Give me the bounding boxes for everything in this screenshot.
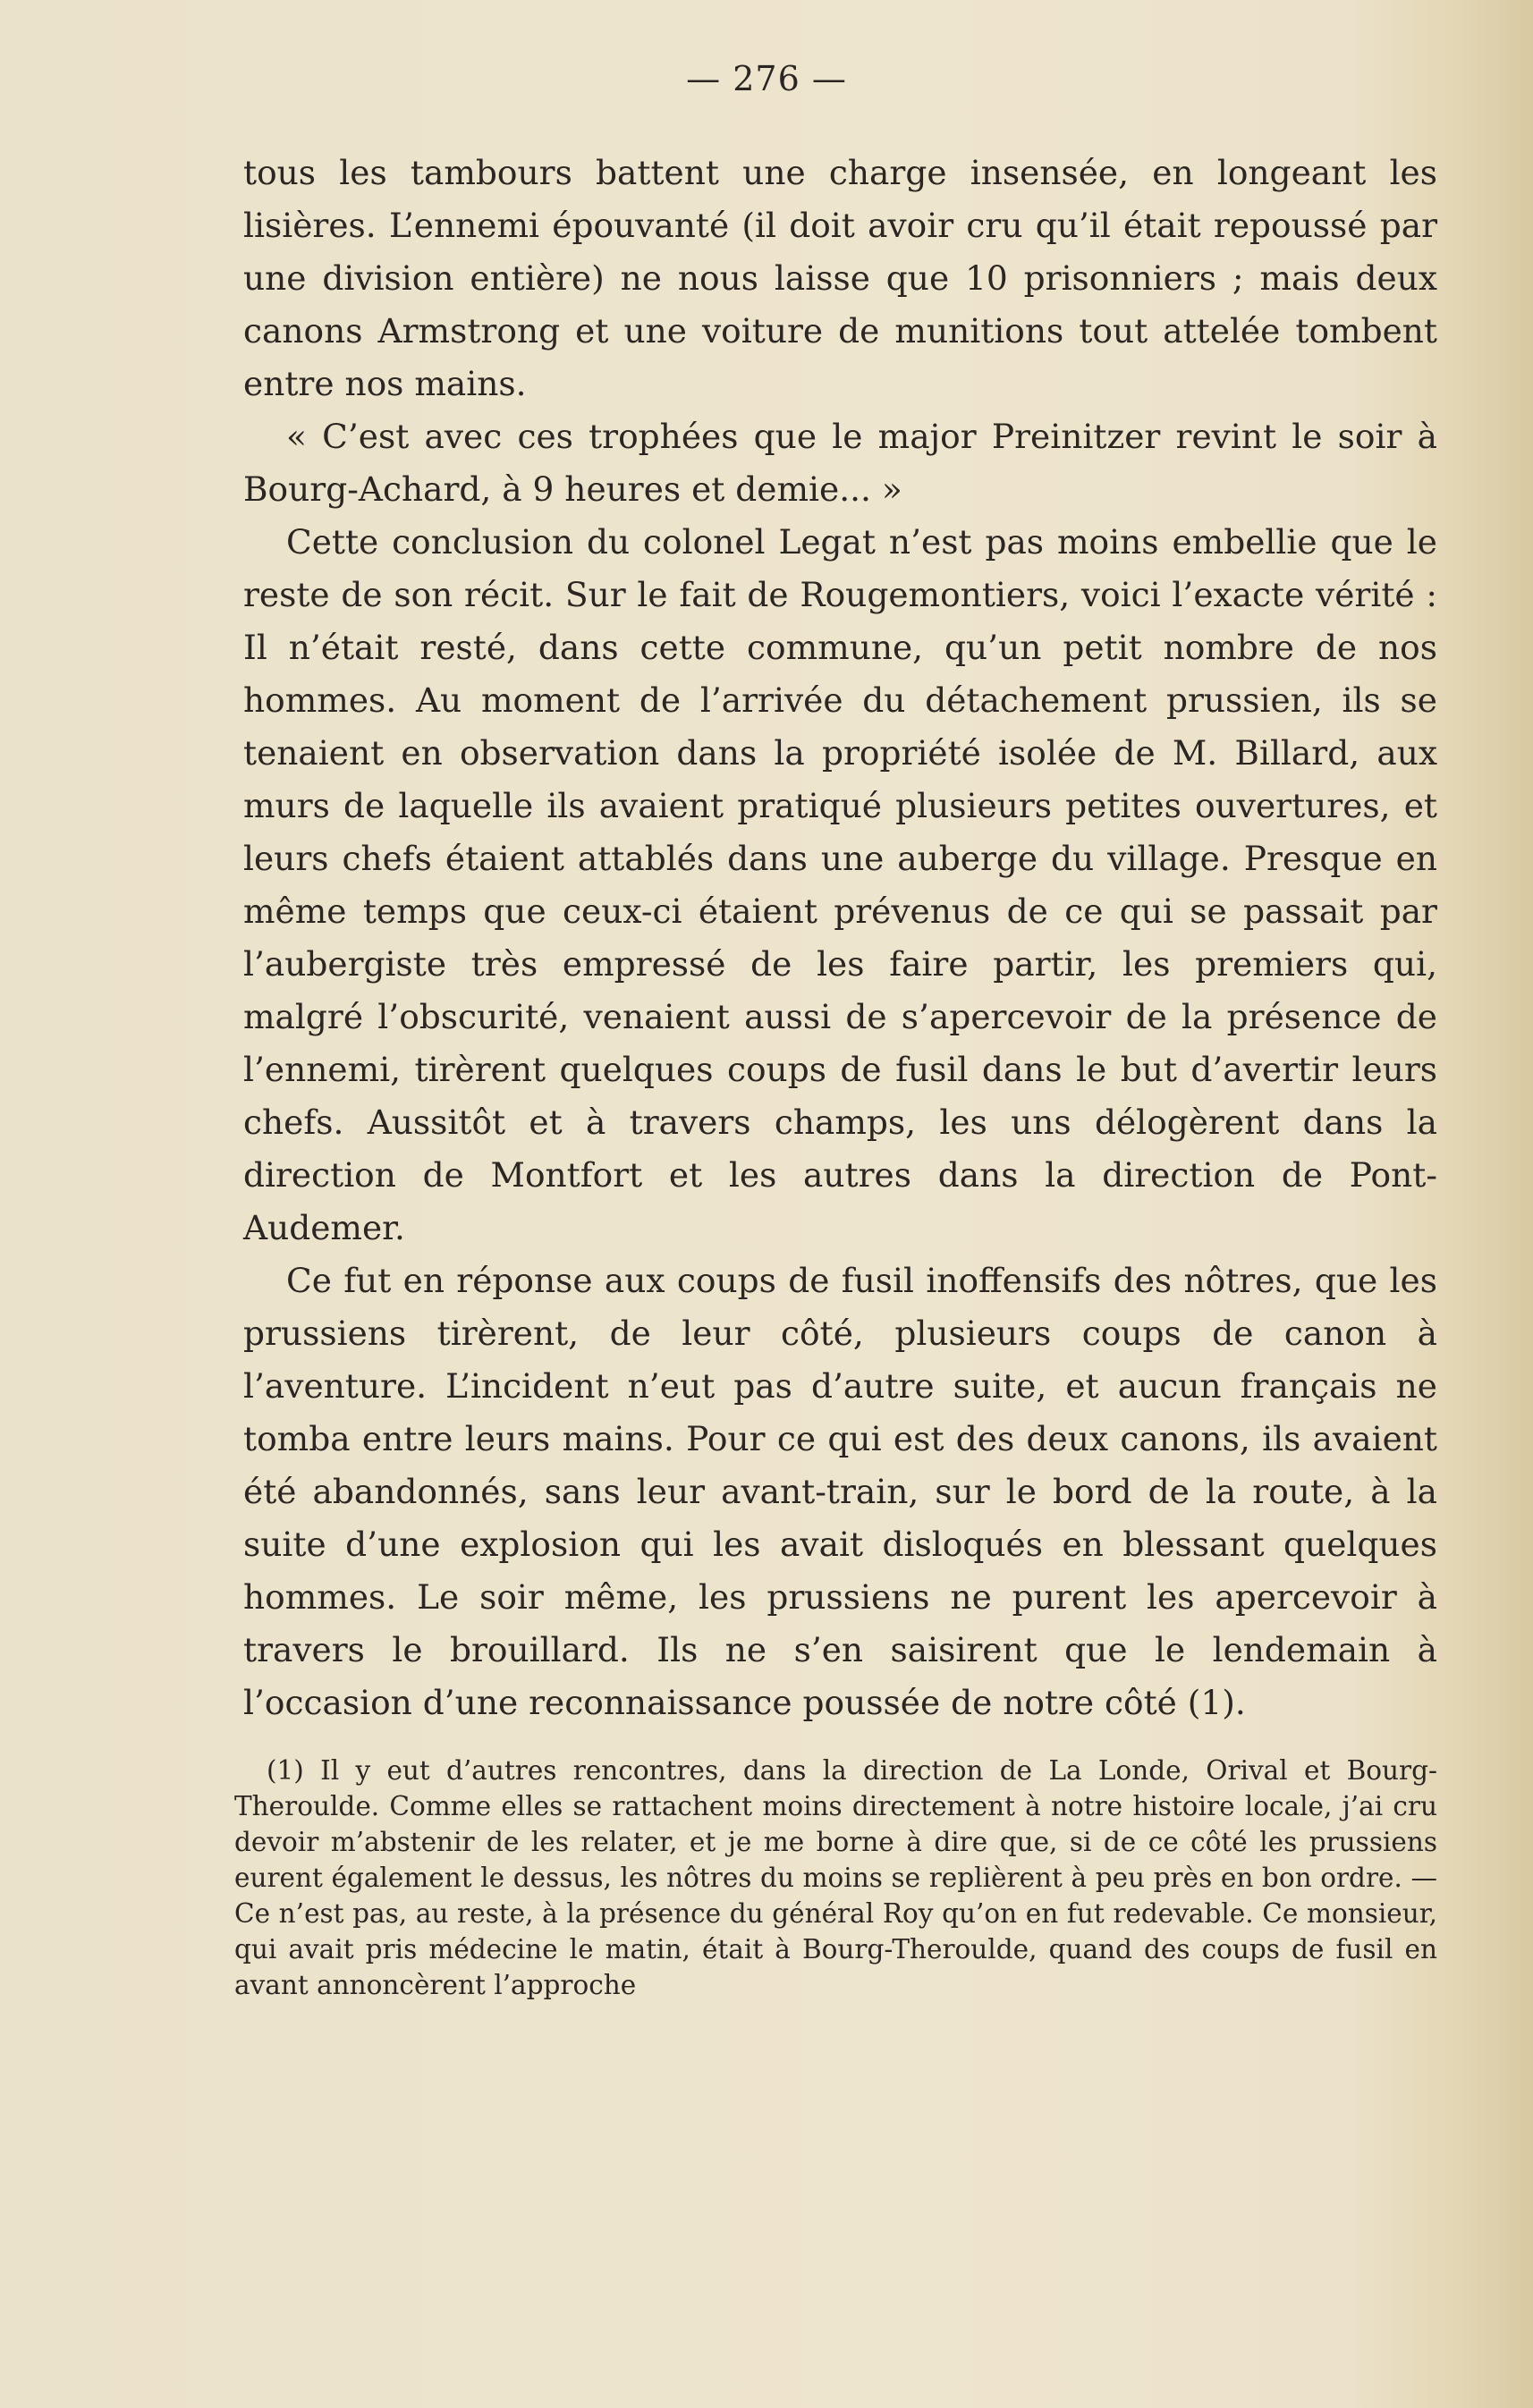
body-text [243, 147, 1437, 1729]
footnote: (1) Il y eut d’autres rencontres, dans la direction de La Londe, Orival et Bourg-Theroulde. Comme elles se rattachent moins directement à notre histoire locale, j’ai cru devoir m’abstenir de les relater, et je me borne à dire que, si de ce côté les prussiens eurent également le dessus, les nôtres du moins se replièrent à peu près en bon ordre. — Ce n’est pas, au reste, à la présence du général Roy qu’on en fut redevable. Ce monsieur, qui avait pris médecine le matin, était à Bourg-Theroulde, quand des coups de fusil en avant annoncèrent l’approche [234, 1755, 1437, 2000]
page-number: — 276 — [686, 59, 847, 98]
paragraph-continuation: tous les tambours battent une charge insensée, en longeant les lisières. L’ennemi épouvanté (il doit avoir cru qu’il était repoussé par une division entière) ne nous laisse que 10 prisonniers ; mais deux canons Armstrong et une voiture de munitions tout attelée tombent entre nos mains. [243, 153, 1437, 403]
paragraph-response: Ce fut en réponse aux coups de fusil inoffensifs des nôtres, que les prussiens tirèrent, de leur côté, plusieurs coups de canon à l’aventure. L’incident n’eut pas d’autre suite, et aucun français ne tomba entre leurs mains. Pour ce qui est des deux canons, ils avaient été abandonnés, sans leur avant-train, sur le bord de la route, à la suite d’une explosion qui les avait disloqués en blessant quelques hommes. Le soir même, les prussiens ne purent les apercevoir à travers le brouillard. Ils ne s’en saisirent que le lendemain à l’occasion d’une reconnaissance poussée de notre côté (1). [243, 1261, 1437, 1722]
paragraph-quote: « C’est avec ces trophées que le major Preinitzer revint le soir à Bourg-Achard, à 9 heures et demie... » [243, 417, 1437, 509]
paragraph-conclusion: Cette conclusion du colonel Legat n’est pas moins embellie que le reste de son récit. Sur le fait de Rougemontiers, voici l’exacte vérité : Il n’était resté, dans cette commune, qu’un petit nombre de nos hommes. Au moment de l’arrivée du détachement prussien, ils se tenaient en observation dans la propriété isolée de M. Billard, aux murs de laquelle ils avaient pratiqué plusieurs petites ouvertures, et leurs chefs étaient attablés dans une auberge du village. Presque en même temps que ceux-ci étaient prévenus de ce qui se passait par l’aubergiste très empressé de les faire partir, les premiers qui, malgré l’obscurité, venaient aussi de s’apercevoir de la présence de l’ennemi, tirèrent quelques coups de fusil dans le but d’avertir leurs chefs. Aussitôt et à travers champs, les uns délogèrent dans la direction de Montfort et les autres dans la direction de Pont-Audemer. [243, 522, 1437, 1247]
